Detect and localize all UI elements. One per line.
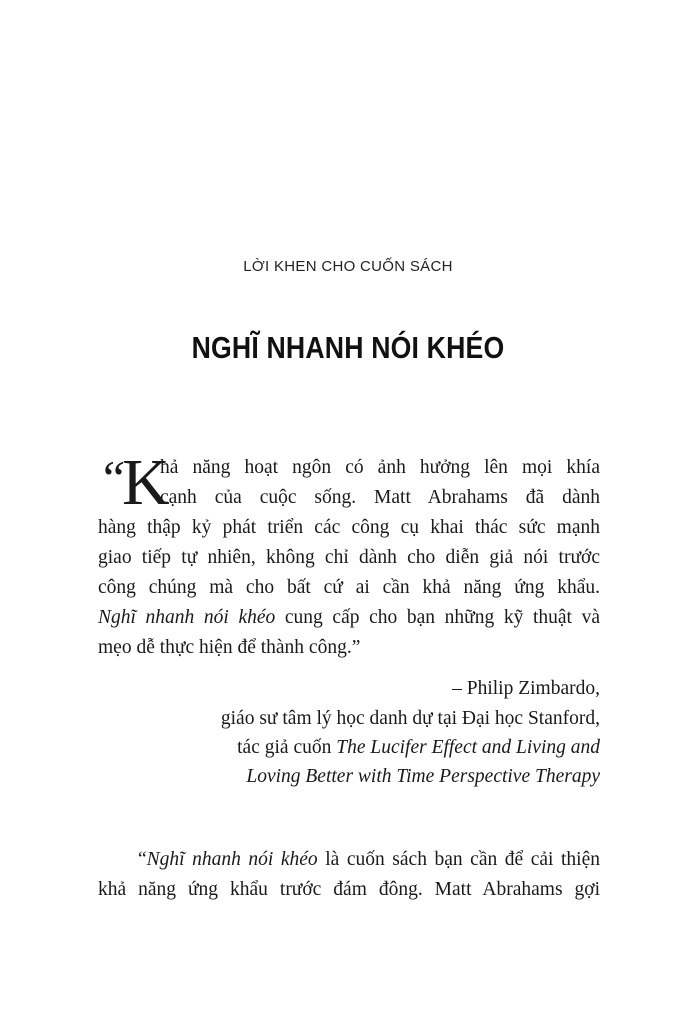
quote-line: công chúng mà cho bất cứ ai cần khả năng ứng khẩu.	[98, 577, 600, 598]
book-title-italic: Nghĩ nhanh nói khéo	[98, 607, 276, 628]
cited-book-title: The Lucifer Effect and Living and	[336, 737, 600, 758]
section-label: LỜI KHEN CHO CUỐN SÁCH	[243, 258, 453, 275]
drop-cap-letter: K	[122, 446, 170, 519]
book-title: NGHĨ NHANH NÓI KHÉO	[191, 330, 505, 365]
author-prefix: tác giả cuốn	[237, 737, 337, 758]
opening-quote-mark: “	[138, 849, 147, 870]
quote-line: hàng thập kỷ phát triển các công cụ khai thác sức mạnh	[98, 517, 600, 538]
cited-book-title-continued: Loving Better with Time Perspective Therapy	[246, 766, 600, 787]
attribution-author-line	[80, 733, 600, 763]
quote-line	[98, 603, 600, 633]
quote-text: là cuốn sách bạn cần để cải thiện	[317, 849, 600, 870]
quote-line: hả năng hoạt ngôn có ảnh hưởng lên mọi khía	[160, 457, 600, 478]
opening-quote-mark: “	[98, 450, 126, 506]
quote-line: khả năng ứng khẩu trước đám đông. Matt Abrahams gợi	[98, 879, 600, 900]
quote-text: cung cấp cho bạn những kỹ thuật và	[275, 607, 600, 628]
praise-quote-2	[98, 845, 600, 909]
quote-line: mẹo dễ thực hiện để thành công.”	[98, 637, 361, 658]
quote-line: giao tiếp tự nhiên, không chỉ dành cho diễn giả nói trước	[98, 547, 600, 568]
attribution-name: – Philip Zimbardo,	[452, 678, 600, 699]
quote-line: cạnh của cuộc sống. Matt Abrahams đã dành	[160, 487, 600, 508]
quote-line	[138, 845, 600, 875]
attribution-role: giáo sư tâm lý học danh dự tại Đại học Stanford,	[220, 708, 600, 729]
book-title-italic: Nghĩ nhanh nói khéo	[146, 849, 318, 870]
praise-quote-1	[98, 446, 600, 663]
